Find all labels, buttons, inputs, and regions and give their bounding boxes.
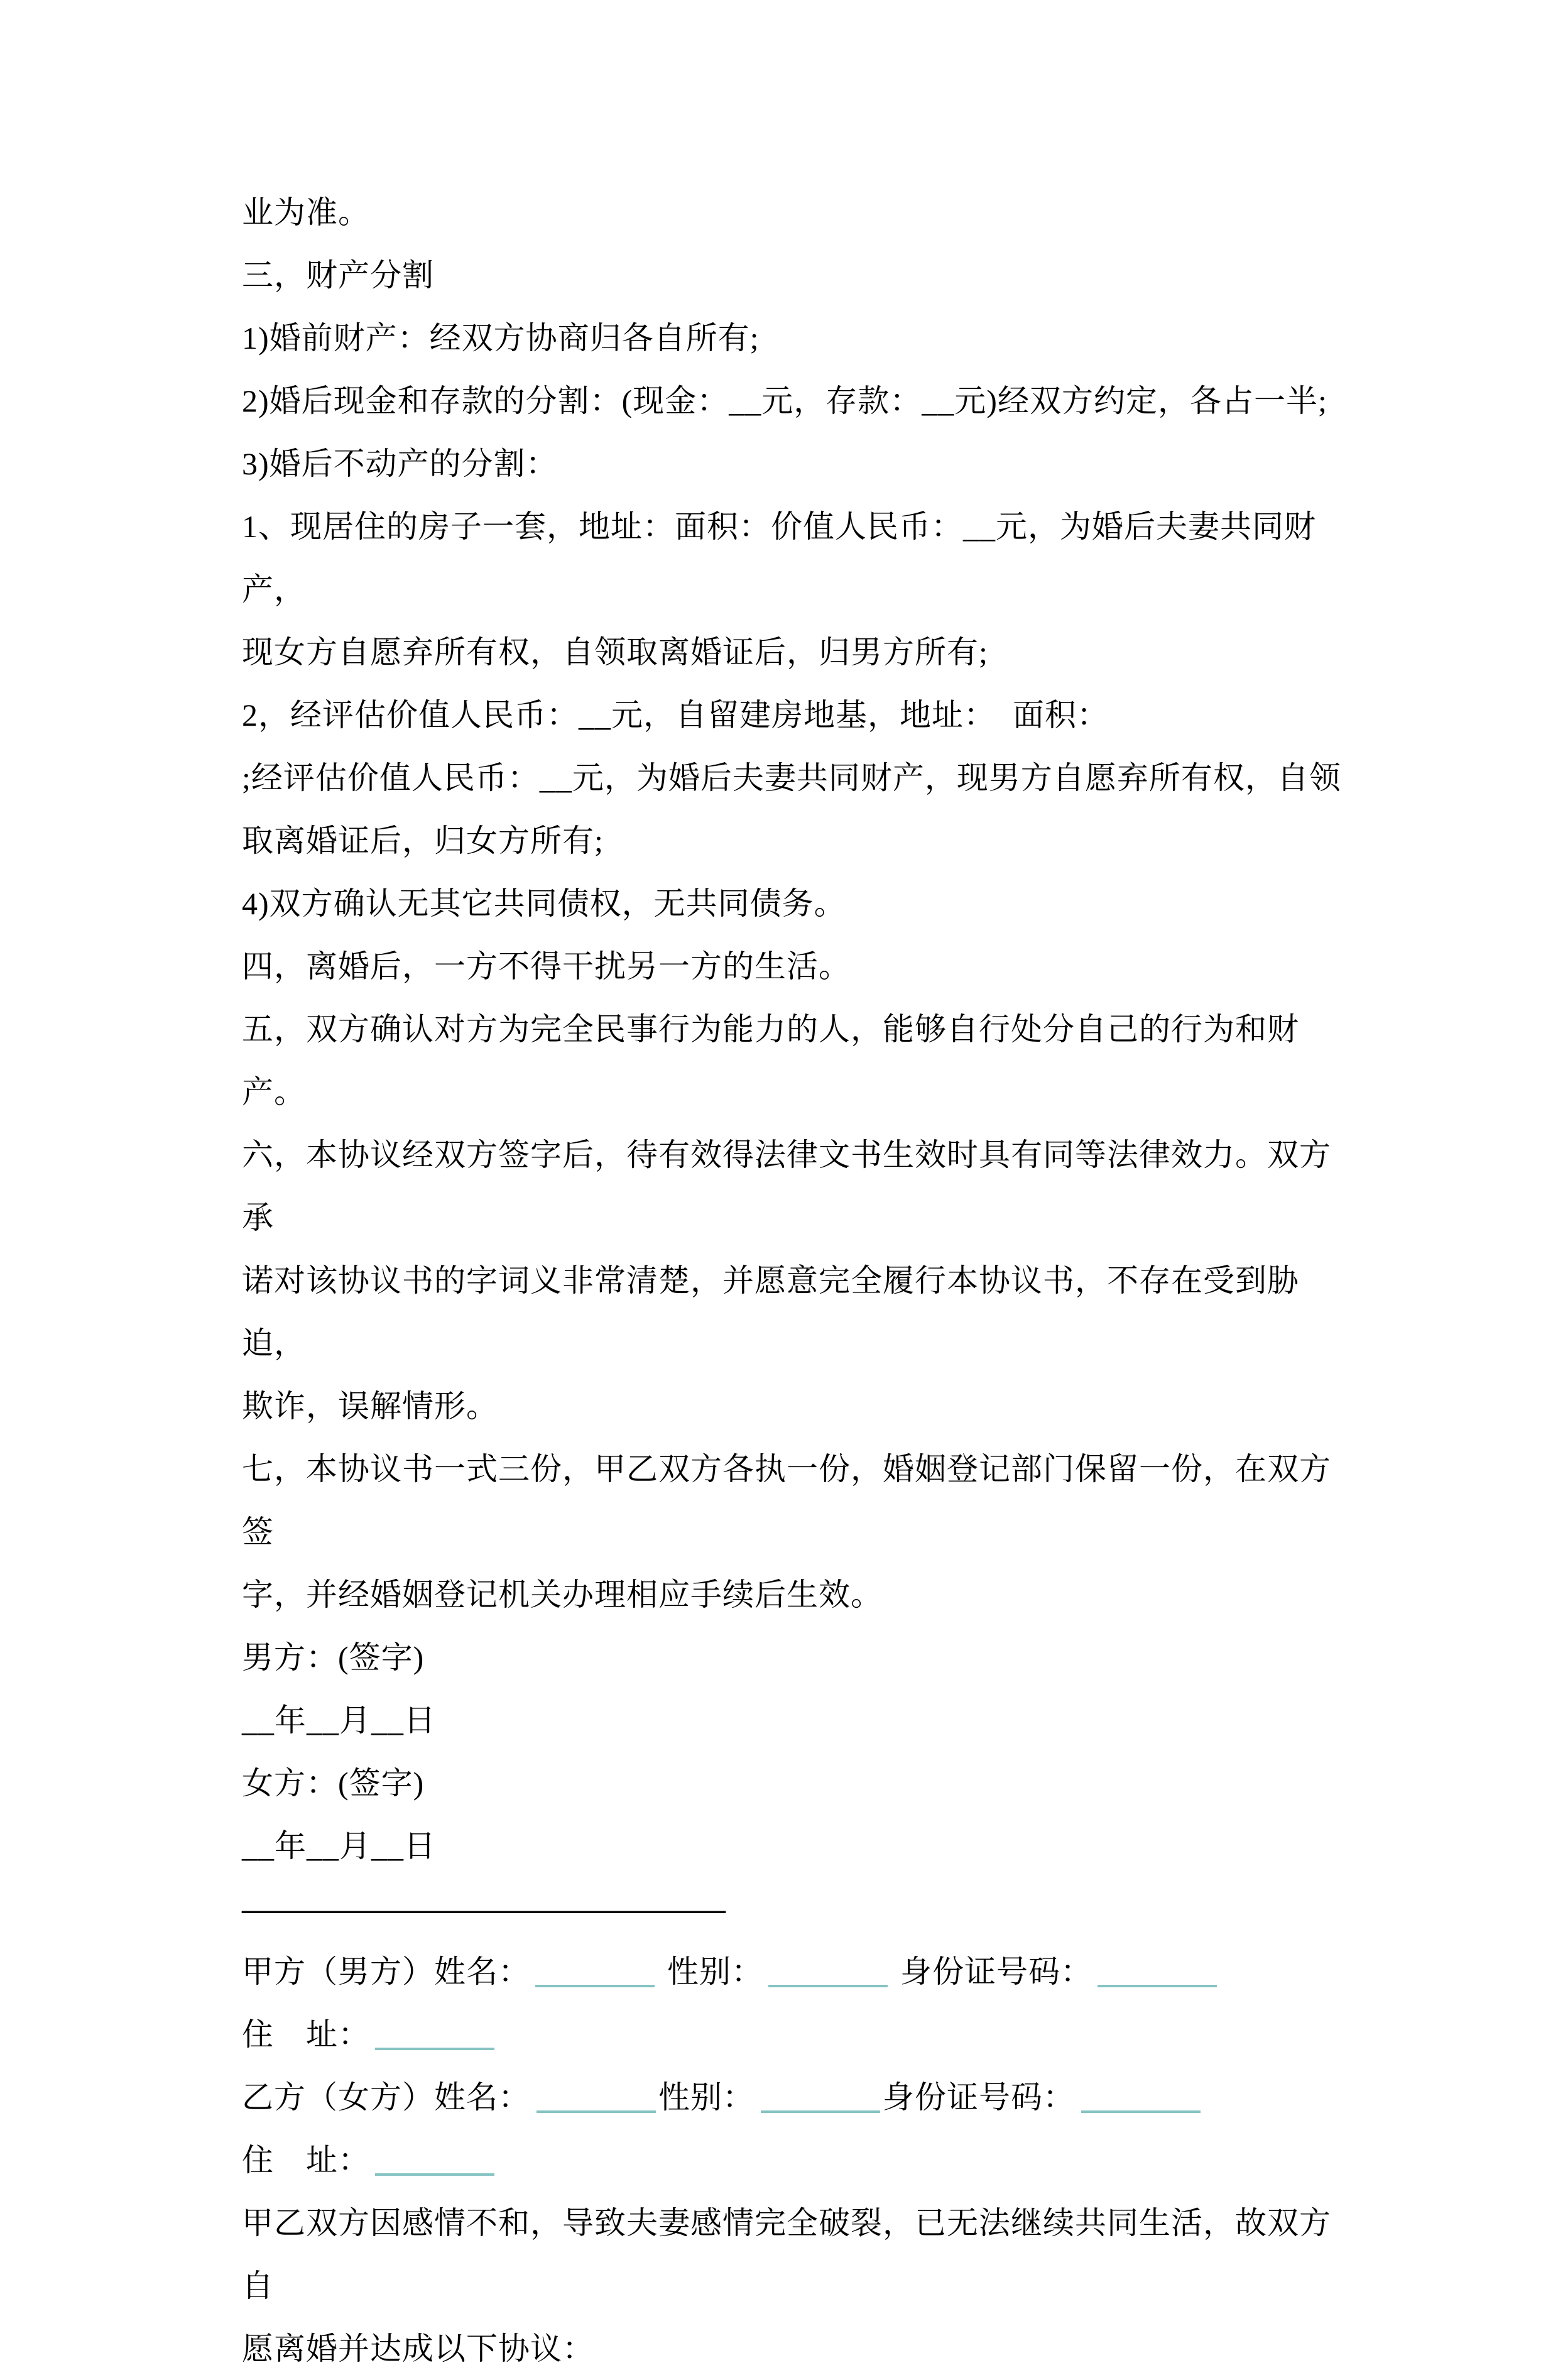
- party-a-name-label: 甲方（男方）姓名：: [242, 1954, 530, 1989]
- form-row-party-b-address: [242, 2129, 1344, 2192]
- party-a-name-blank-underline: [535, 1979, 655, 1987]
- party-b-id-blank-underline: [1081, 2104, 1201, 2113]
- doc-line-section-3-heading: 三，财产分割: [242, 258, 434, 293]
- male-signature-label: 男方：(签字): [242, 1640, 425, 1675]
- party-b-gender-blank-underline: [761, 2104, 880, 2113]
- party-b-address-label: 住 址：: [242, 2143, 370, 2178]
- male-signature-date: __年__月__日: [242, 1703, 436, 1738]
- party-b-id-label: 身份证号码：: [883, 2080, 1075, 2115]
- doc-line: 业为准。: [242, 195, 370, 230]
- doc-line: 取离婚证后，归女方所有;: [242, 823, 604, 858]
- party-b-address-blank-underline: [375, 2167, 494, 2176]
- party-a-id-label: 身份证号码：: [900, 1954, 1092, 1989]
- form-row-party-a-address: [242, 2003, 1344, 2066]
- doc-line: 1)婚前财产：经双方协商归各自所有;: [242, 320, 760, 356]
- doc-line: 1、现居住的房子一套，地址：面积：价值人民币：__元，为婚后夫妻共同财产，: [242, 509, 1316, 607]
- section-divider: ————————————————: [242, 1891, 724, 1926]
- party-a-address-label: 住 址：: [242, 2017, 370, 2052]
- doc-line: 诺对该协议书的字词义非常清楚，并愿意完全履行本协议书，不存在受到胁迫，: [242, 1263, 1299, 1361]
- form-row-party-b: [242, 2066, 1344, 2129]
- form-row-party-a: [242, 1940, 1344, 2003]
- doc-line-section-6: 六，本协议经双方签字后，待有效得法律文书生效时具有同等法律效力。双方承: [242, 1137, 1331, 1235]
- party-a-id-blank-underline: [1098, 1979, 1217, 1987]
- doc-line: 字，并经婚姻登记机关办理相应手续后生效。: [242, 1577, 883, 1612]
- party-b-gender-label: 性别：: [658, 2080, 754, 2115]
- party-a-gender-blank-underline: [768, 1979, 888, 1987]
- female-signature-label: 女方：(签字): [242, 1766, 425, 1801]
- doc-line: 3)婚后不动产的分割：: [242, 446, 558, 481]
- party-b-name-label: 乙方（女方）姓名：: [242, 2080, 530, 2115]
- doc-line: 现女方自愿弃所有权，自领取离婚证后，归男方所有;: [242, 635, 988, 670]
- doc-line-section-5: 五，双方确认对方为完全民事行为能力的人，能够自行处分自己的行为和财产。: [242, 1012, 1299, 1110]
- doc-line-section-7: 七，本协议书一式三份，甲乙双方各执一份，婚姻登记部门保留一份，在双方签: [242, 1451, 1331, 1549]
- doc-line-section-4: 四，离婚后，一方不得干扰另一方的生活。: [242, 949, 851, 984]
- closing-line: 愿离婚并达成以下协议：: [242, 2331, 594, 2366]
- party-a-address-blank-underline: [375, 2041, 494, 2050]
- doc-line: 4)双方确认无其它共同债权，无共同债务。: [242, 886, 846, 921]
- party-b-name-blank-underline: [537, 2104, 656, 2113]
- doc-line: 欺诈，误解情形。: [242, 1389, 498, 1424]
- doc-line: 2，经评估价值人民币：__元，自留建房地基，地址： 面积：: [242, 697, 1109, 733]
- closing-line: 甲乙双方因感情不和，导致夫妻感情完全破裂，已无法继续共同生活，故双方自: [242, 2205, 1331, 2303]
- doc-line: ;经评估价值人民币：__元，为婚后夫妻共同财产，现男方自愿弃所有权，自领: [242, 760, 1341, 795]
- doc-line: 2)婚后现金和存款的分割：(现金：__元，存款：__元)经双方约定，各占一半;: [242, 383, 1327, 418]
- female-signature-date: __年__月__日: [242, 1828, 436, 1864]
- party-a-gender-label: 性别：: [667, 1954, 763, 1989]
